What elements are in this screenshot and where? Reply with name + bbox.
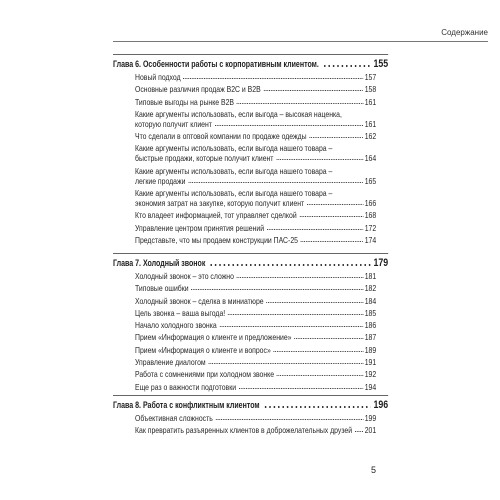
toc-entry xyxy=(113,369,388,379)
entry-title-line: Какие аргументы использовать, если выгода нашего товара – xyxy=(135,188,333,199)
toc-entry xyxy=(113,357,388,367)
entry-line xyxy=(135,271,376,281)
toc-entry xyxy=(113,332,388,342)
chapter-7 xyxy=(113,253,388,394)
dot-leader xyxy=(264,405,371,409)
entry-line xyxy=(135,283,376,293)
entry-page-number: 194 xyxy=(364,381,377,392)
dot-leader xyxy=(307,203,364,206)
entry-title-line: Какие аргументы использовать, если выгода нашего товара – xyxy=(135,143,333,154)
chapter-page-number: 179 xyxy=(373,257,389,269)
toc-entry xyxy=(113,296,388,306)
dot-leader xyxy=(276,374,363,377)
entry-title: Работа с сомнениями при холодном звонке xyxy=(135,369,275,380)
entry-line xyxy=(135,332,376,342)
entry-page-number: 185 xyxy=(364,307,377,318)
entry-title: Цель звонка – ваша выгода! xyxy=(135,307,226,318)
entry-line xyxy=(135,320,376,330)
entry-line xyxy=(135,357,376,367)
chapter-heading xyxy=(113,257,388,269)
entry-line xyxy=(135,210,376,220)
entry-page-number: 187 xyxy=(364,332,377,343)
dot-leader xyxy=(300,240,363,243)
entry-title: быстрые продажи, которые получит клиент xyxy=(135,153,274,164)
section-list xyxy=(113,72,388,245)
toc-entry xyxy=(113,210,388,220)
entry-page-number: 191 xyxy=(364,357,377,368)
entry-line xyxy=(135,369,376,379)
entry-line xyxy=(135,425,376,435)
entry-line xyxy=(135,72,376,82)
chapter-title: Глава 7. Холодный звонок xyxy=(113,258,206,268)
entry-page-number: 189 xyxy=(364,344,377,355)
toc-entry xyxy=(113,223,388,233)
toc-entry xyxy=(113,143,388,163)
entry-page-number: 181 xyxy=(364,271,377,281)
entry-page-number: 172 xyxy=(364,222,377,233)
dot-leader xyxy=(236,276,363,279)
section-list xyxy=(113,413,388,435)
toc-entry xyxy=(113,320,388,330)
toc-entry xyxy=(113,84,388,94)
dot-leader xyxy=(188,181,363,184)
entry-line xyxy=(135,97,376,107)
dot-leader xyxy=(276,158,363,161)
entry-title: Объективная сложность xyxy=(135,413,213,423)
chapter-page-number: 196 xyxy=(373,399,389,411)
toc-entry xyxy=(113,425,388,435)
dot-leader xyxy=(219,325,363,328)
entry-line xyxy=(135,153,376,163)
dot-leader xyxy=(228,313,364,316)
toc-entry xyxy=(113,413,388,423)
entry-title: Холодный звонок – это сложно xyxy=(135,271,234,281)
dot-leader xyxy=(299,215,363,218)
running-head: Содержание xyxy=(441,28,488,37)
dot-leader xyxy=(208,362,363,365)
dot-leader xyxy=(355,430,364,433)
dot-leader xyxy=(309,136,363,139)
toc-entry xyxy=(113,97,388,107)
toc-entry xyxy=(113,166,388,186)
entry-title: Новый подход xyxy=(135,72,181,82)
entry-title-line: Какие аргументы использовать, если выгода – высокая наценка, xyxy=(135,108,342,119)
chapter-6 xyxy=(113,54,388,247)
entry-page-number: 157 xyxy=(364,72,377,82)
entry-line xyxy=(135,308,376,318)
chapter-heading xyxy=(113,58,388,70)
toc-entry xyxy=(113,109,388,129)
entry-page-number: 182 xyxy=(364,283,377,294)
table-of-contents xyxy=(113,0,388,450)
chapter-title: Глава 6. Особенности работы с корпоративным клиентом. xyxy=(113,59,319,69)
toc-entry xyxy=(113,131,388,141)
toc-entry xyxy=(113,308,388,318)
dot-leader xyxy=(191,288,363,291)
entry-line xyxy=(135,382,376,392)
entry-line xyxy=(135,235,376,245)
entry-page-number: 168 xyxy=(364,210,377,221)
entry-line xyxy=(135,119,376,129)
toc-entry xyxy=(113,72,388,82)
entry-page-number: 199 xyxy=(364,413,377,423)
dot-leader xyxy=(236,102,363,105)
entry-title: Основные различия продаж B2C и B2B xyxy=(135,84,261,95)
entry-title: Представьте, что мы продаем конструкции ПАС-25 xyxy=(135,234,298,245)
chapter-title: Глава 8. Работа с конфликтным клиентом xyxy=(113,400,260,410)
entry-title: Типовые выгоды на рынке B2B xyxy=(135,96,235,107)
page-number: 5 xyxy=(371,465,377,475)
entry-title: Прием «Информация о клиенте и вопрос» xyxy=(135,344,271,355)
entry-page-number: 165 xyxy=(364,175,377,186)
dot-leader xyxy=(215,418,363,421)
entry-page-number: 164 xyxy=(364,153,377,164)
entry-title-line: Какие аргументы использовать, если выгода нашего товара – xyxy=(135,165,333,176)
entry-page-number: 186 xyxy=(364,320,377,331)
entry-page-number: 201 xyxy=(364,425,377,436)
entry-page-number: 158 xyxy=(364,84,377,95)
entry-page-number: 161 xyxy=(364,96,377,107)
dot-leader xyxy=(214,124,363,127)
toc-entry xyxy=(113,235,388,245)
dot-leader xyxy=(294,337,363,340)
entry-line xyxy=(135,176,376,186)
entry-page-number: 162 xyxy=(364,131,377,142)
entry-page-number: 174 xyxy=(364,234,377,245)
toc-entry xyxy=(113,188,388,208)
entry-title: Еще раз о важности подготовки xyxy=(135,381,237,392)
dot-leader xyxy=(263,89,363,92)
entry-title: Как превратить разъяренных клиентов в доброжелательных друзей xyxy=(135,425,353,436)
dot-leader xyxy=(183,77,363,80)
entry-title: Холодный звонок – сделка в миниатюре xyxy=(135,295,264,306)
entry-page-number: 161 xyxy=(364,118,377,129)
entry-line xyxy=(135,296,376,306)
entry-title: Начало холодного звонка xyxy=(135,320,217,331)
toc-entry xyxy=(113,382,388,392)
dot-leader xyxy=(238,387,363,390)
section-list xyxy=(113,271,388,392)
entry-title: Кто владеет информацией, тот управляет сделкой xyxy=(135,210,297,221)
toc-entry xyxy=(113,283,388,293)
dot-leader xyxy=(266,301,363,304)
dot-leader xyxy=(273,350,363,353)
entry-title: легкие продажи xyxy=(135,175,186,186)
entry-title: Прием «Информация о клиенте и предложение» xyxy=(135,332,292,343)
entry-title: экономия затрат на закупке, которую получит клиент xyxy=(135,198,305,209)
entry-title: которую получит клиент xyxy=(135,118,212,129)
dot-leader xyxy=(323,64,370,68)
entry-title: Типовые ошибки xyxy=(135,283,189,294)
entry-page-number: 184 xyxy=(364,295,377,306)
chapter-heading xyxy=(113,399,388,411)
entry-line xyxy=(135,131,376,141)
toc-entry xyxy=(113,271,388,281)
dot-leader xyxy=(209,263,370,267)
chapter-page-number: 155 xyxy=(373,58,389,70)
entry-title: Что сделали в оптовой компании по продаже одежды xyxy=(135,131,307,142)
entry-line xyxy=(135,198,376,208)
dot-leader xyxy=(266,228,363,231)
entry-title: Управление диалогом xyxy=(135,357,206,368)
toc-entry xyxy=(113,345,388,355)
entry-line xyxy=(135,413,376,423)
entry-line xyxy=(135,345,376,355)
entry-page-number: 166 xyxy=(364,198,377,209)
entry-line xyxy=(135,84,376,94)
entry-title: Управление центром принятия решений xyxy=(135,222,265,233)
entry-line xyxy=(135,223,376,233)
entry-page-number: 192 xyxy=(364,369,377,380)
chapter-8 xyxy=(113,395,388,438)
